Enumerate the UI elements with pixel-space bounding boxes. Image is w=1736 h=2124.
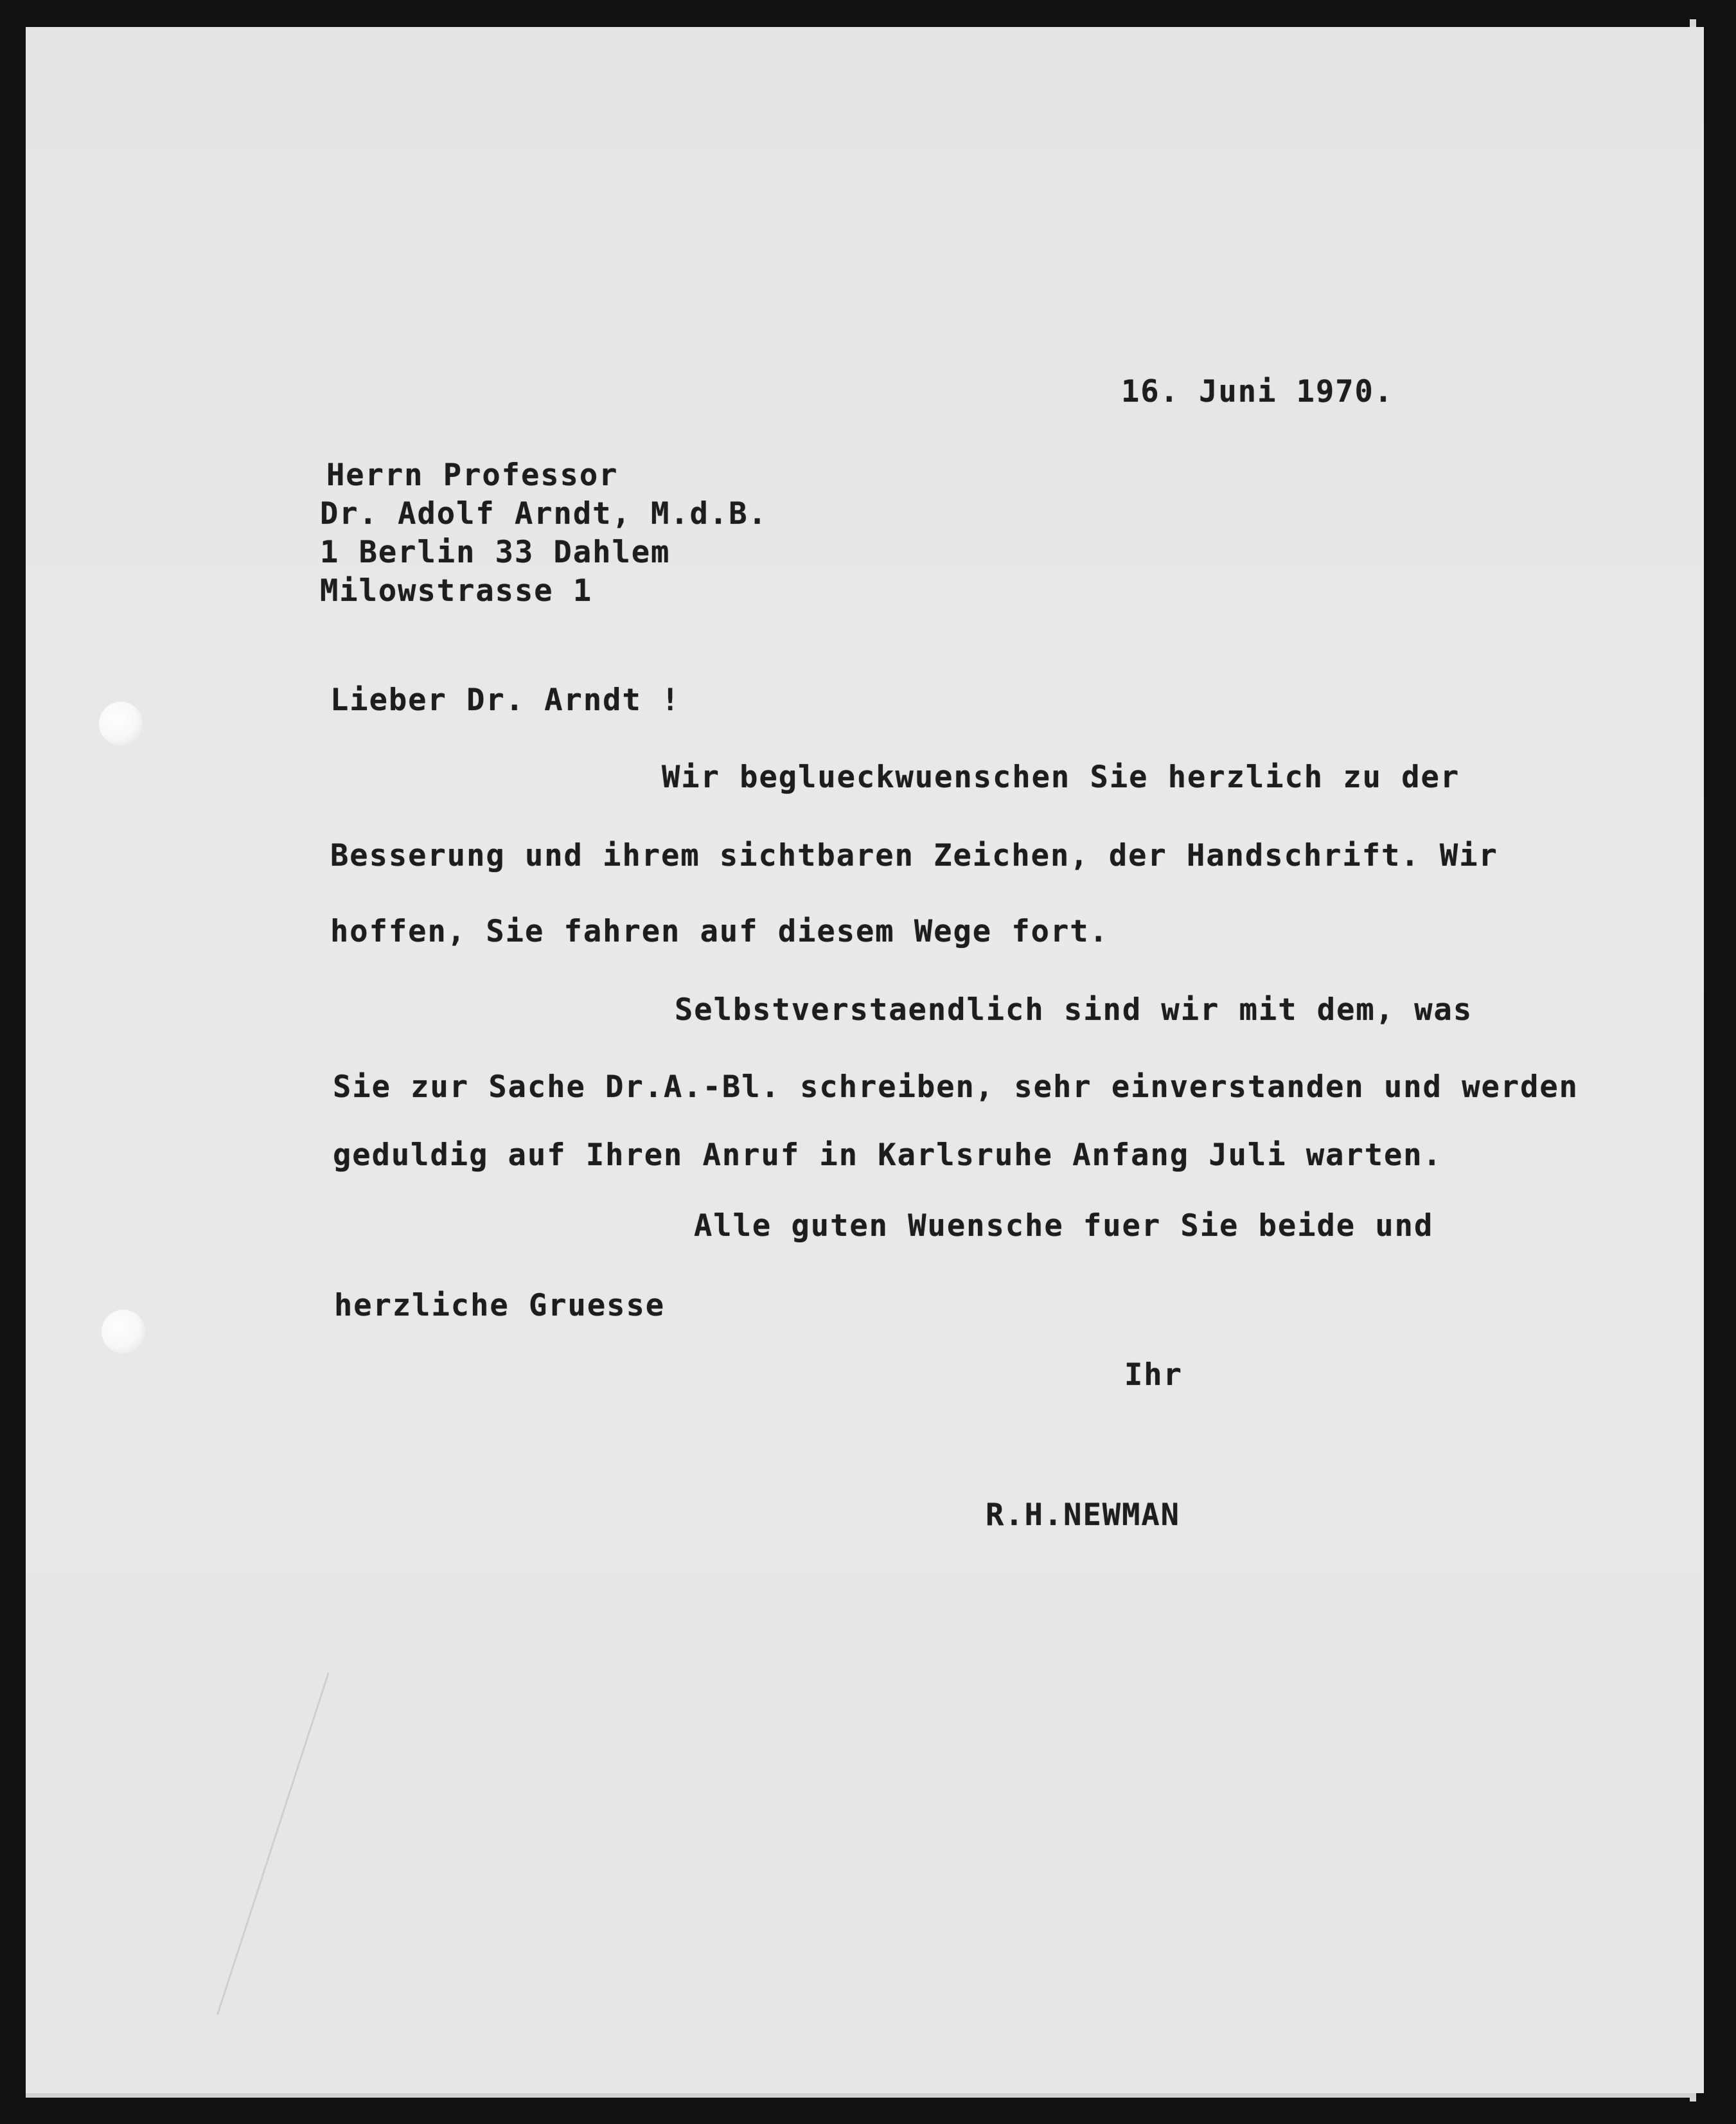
body-line-1: Wir beglueckwuenschen Sie herzlich zu der bbox=[662, 760, 1460, 795]
body-line-4: Selbstverstaendlich sind wir mit dem, was bbox=[675, 992, 1473, 1028]
paper-crease bbox=[217, 1672, 330, 2015]
closing: Ihr bbox=[1124, 1357, 1183, 1393]
body-line-2: Besserung und ihrem sichtbaren Zeichen, der Handschrift. Wir bbox=[330, 838, 1498, 873]
punch-hole-bottom bbox=[102, 1310, 145, 1353]
body-line-8: herzliche Gruesse bbox=[334, 1288, 666, 1323]
address-line-2: Dr. Adolf Arndt, M.d.B. bbox=[320, 496, 768, 531]
body-line-3: hoffen, Sie fahren auf diesem Wege fort. bbox=[330, 914, 1109, 949]
body-line-6: geduldig auf Ihren Anruf in Karlsruhe Anfang Juli warten. bbox=[333, 1138, 1442, 1173]
punch-hole-top bbox=[99, 702, 143, 745]
body-line-7: Alle guten Wuensche fuer Sie beide und bbox=[694, 1208, 1434, 1244]
address-line-1: Herrn Professor bbox=[326, 458, 619, 493]
address-line-3: 1 Berlin 33 Dahlem bbox=[320, 535, 671, 570]
salutation: Lieber Dr. Arndt ! bbox=[330, 683, 681, 718]
address-line-4: Milowstrasse 1 bbox=[320, 573, 593, 609]
letter-date: 16. Juni 1970. bbox=[1121, 374, 1394, 409]
signature-name: R.H.NEWMAN bbox=[986, 1497, 1180, 1533]
letter-sheet bbox=[26, 27, 1704, 2093]
body-line-5: Sie zur Sache Dr.A.-Bl. schreiben, sehr einverstanden und werden bbox=[333, 1069, 1579, 1105]
